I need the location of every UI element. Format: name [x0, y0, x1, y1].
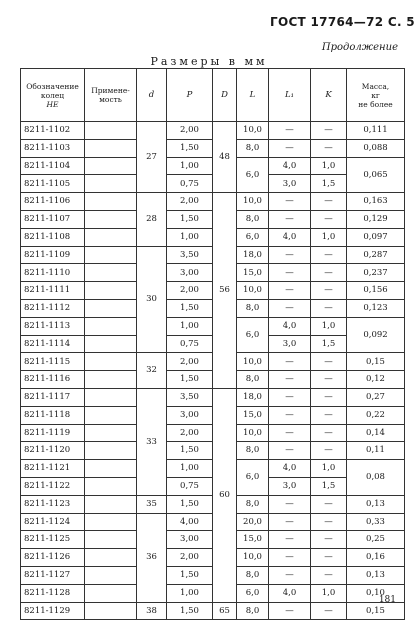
ring-designation: 8211-1109: [21, 246, 85, 264]
length-value: 15,0: [237, 531, 269, 549]
k-value: —: [311, 353, 347, 371]
pitch-value: 1,50: [167, 371, 213, 389]
pitch-value: 1,50: [167, 299, 213, 317]
k-value: —: [311, 282, 347, 300]
mass-value: 0,088: [347, 139, 405, 157]
k-value: —: [311, 371, 347, 389]
applicability-cell: [85, 193, 137, 211]
mass-value: 0,08: [347, 460, 405, 496]
applicability-cell: [85, 442, 137, 460]
ring-designation: 8211-1107: [21, 210, 85, 228]
ring-designation: 8211-1118: [21, 406, 85, 424]
ring-designation: 8211-1114: [21, 335, 85, 353]
length-value: 8,0: [237, 495, 269, 513]
d-value: 36: [137, 513, 167, 602]
mass-value: 0,097: [347, 228, 405, 246]
length-value: 10,0: [237, 424, 269, 442]
mass-value: 0,13: [347, 495, 405, 513]
ring-designation: 8211-1127: [21, 566, 85, 584]
pitch-value: 1,50: [167, 139, 213, 157]
pitch-value: 3,00: [167, 264, 213, 282]
applicability-cell: [85, 228, 137, 246]
D-value: 60: [213, 388, 237, 602]
k-value: 1,0: [311, 228, 347, 246]
dimensions-table: [20, 68, 405, 620]
applicability-cell: [85, 531, 137, 549]
length-value: 10,0: [237, 282, 269, 300]
table-header-row: [21, 69, 405, 122]
mass-value: 0,156: [347, 282, 405, 300]
col-header-P: P: [167, 69, 213, 122]
applicability-cell: [85, 139, 137, 157]
k-value: —: [311, 139, 347, 157]
length-value: 18,0: [237, 246, 269, 264]
page-number: 181: [378, 595, 396, 605]
l1-value: —: [269, 353, 311, 371]
l1-value: —: [269, 139, 311, 157]
k-value: 1,0: [311, 584, 347, 602]
d-value: 33: [137, 388, 167, 495]
k-value: —: [311, 424, 347, 442]
ring-designation: 8211-1120: [21, 442, 85, 460]
pitch-value: 0,75: [167, 175, 213, 193]
l1-value: —: [269, 602, 311, 620]
k-value: —: [311, 566, 347, 584]
length-value: 10,0: [237, 193, 269, 211]
pitch-value: 1,50: [167, 495, 213, 513]
applicability-cell: [85, 566, 137, 584]
table-row: [21, 193, 405, 211]
mass-value: 0,111: [347, 122, 405, 140]
l1-value: —: [269, 388, 311, 406]
continuation-label: Продолжение: [321, 42, 398, 53]
l1-value: —: [269, 531, 311, 549]
mass-value: 0,123: [347, 299, 405, 317]
pitch-value: 1,50: [167, 442, 213, 460]
mass-value: 0,287: [347, 246, 405, 264]
pitch-value: 1,50: [167, 210, 213, 228]
l1-value: 3,0: [269, 175, 311, 193]
ring-designation: 8211-1121: [21, 460, 85, 478]
k-value: 1,5: [311, 335, 347, 353]
applicability-cell: [85, 549, 137, 567]
l1-value: —: [269, 566, 311, 584]
k-value: —: [311, 210, 347, 228]
length-value: 8,0: [237, 602, 269, 620]
k-value: 1,0: [311, 460, 347, 478]
ring-designation: 8211-1129: [21, 602, 85, 620]
l1-value: —: [269, 549, 311, 567]
applicability-cell: [85, 299, 137, 317]
length-value: 6,0: [237, 157, 269, 193]
ring-designation: 8211-1117: [21, 388, 85, 406]
applicability-cell: [85, 157, 137, 175]
col-header-D: D: [213, 69, 237, 122]
applicability-cell: [85, 388, 137, 406]
length-value: 8,0: [237, 139, 269, 157]
length-value: 6,0: [237, 584, 269, 602]
ring-designation: 8211-1122: [21, 477, 85, 495]
mass-value: 0,15: [347, 602, 405, 620]
ring-designation: 8211-1110: [21, 264, 85, 282]
mass-value: 0,15: [347, 353, 405, 371]
pitch-value: 2,00: [167, 122, 213, 140]
mass-value: 0,13: [347, 566, 405, 584]
l1-value: 4,0: [269, 157, 311, 175]
l1-value: 3,0: [269, 335, 311, 353]
mass-value: 0,16: [347, 549, 405, 567]
pitch-value: 4,00: [167, 513, 213, 531]
applicability-cell: [85, 602, 137, 620]
pitch-value: 1,00: [167, 317, 213, 335]
k-value: —: [311, 299, 347, 317]
ring-designation: 8211-1116: [21, 371, 85, 389]
pitch-value: 2,00: [167, 549, 213, 567]
d-value: 35: [137, 495, 167, 513]
k-value: —: [311, 406, 347, 424]
table-row: [21, 122, 405, 140]
col-header-applicability: Примене- мость: [85, 69, 137, 122]
pitch-value: 1,00: [167, 460, 213, 478]
pitch-value: 1,50: [167, 602, 213, 620]
col-header-L1: L₁: [269, 69, 311, 122]
length-value: 8,0: [237, 566, 269, 584]
k-value: —: [311, 388, 347, 406]
col-header-designation: Обозначение колец НЕ: [21, 69, 85, 122]
applicability-cell: [85, 122, 137, 140]
k-value: —: [311, 193, 347, 211]
l1-value: 4,0: [269, 228, 311, 246]
applicability-cell: [85, 460, 137, 478]
length-value: 8,0: [237, 371, 269, 389]
mass-value: 0,10: [347, 584, 405, 602]
pitch-value: 1,50: [167, 566, 213, 584]
l1-value: —: [269, 246, 311, 264]
l1-value: 4,0: [269, 584, 311, 602]
l1-value: —: [269, 264, 311, 282]
k-value: 1,0: [311, 157, 347, 175]
applicability-cell: [85, 353, 137, 371]
applicability-cell: [85, 246, 137, 264]
ring-designation: 8211-1123: [21, 495, 85, 513]
l1-value: —: [269, 406, 311, 424]
pitch-value: 0,75: [167, 477, 213, 495]
pitch-value: 2,00: [167, 424, 213, 442]
l1-value: —: [269, 282, 311, 300]
k-value: —: [311, 264, 347, 282]
mass-value: 0,27: [347, 388, 405, 406]
length-value: 8,0: [237, 210, 269, 228]
ring-designation: 8211-1126: [21, 549, 85, 567]
mass-value: 0,33: [347, 513, 405, 531]
k-value: —: [311, 442, 347, 460]
mass-value: 0,129: [347, 210, 405, 228]
ring-designation: 8211-1106: [21, 193, 85, 211]
k-value: —: [311, 549, 347, 567]
applicability-cell: [85, 424, 137, 442]
length-value: 8,0: [237, 299, 269, 317]
pitch-value: 3,50: [167, 246, 213, 264]
k-value: —: [311, 513, 347, 531]
col-header-d: d: [137, 69, 167, 122]
pitch-value: 3,00: [167, 531, 213, 549]
k-value: 1,5: [311, 477, 347, 495]
length-value: 20,0: [237, 513, 269, 531]
applicability-cell: [85, 264, 137, 282]
length-value: 8,0: [237, 442, 269, 460]
applicability-cell: [85, 371, 137, 389]
k-value: 1,5: [311, 175, 347, 193]
d-value: 30: [137, 246, 167, 353]
pitch-value: 3,00: [167, 406, 213, 424]
k-value: —: [311, 246, 347, 264]
mass-value: 0,237: [347, 264, 405, 282]
length-value: 6,0: [237, 228, 269, 246]
ring-designation: 8211-1102: [21, 122, 85, 140]
mass-value: 0,092: [347, 317, 405, 353]
l1-value: —: [269, 122, 311, 140]
ring-designation: 8211-1115: [21, 353, 85, 371]
ring-designation: 8211-1128: [21, 584, 85, 602]
mass-value: 0,065: [347, 157, 405, 193]
pitch-value: 2,00: [167, 193, 213, 211]
mass-value: 0,11: [347, 442, 405, 460]
l1-value: —: [269, 371, 311, 389]
length-value: 6,0: [237, 317, 269, 353]
applicability-cell: [85, 495, 137, 513]
ring-designation: 8211-1103: [21, 139, 85, 157]
l1-value: —: [269, 513, 311, 531]
l1-value: —: [269, 210, 311, 228]
table-row: [21, 388, 405, 406]
l1-value: —: [269, 193, 311, 211]
length-value: 15,0: [237, 264, 269, 282]
ring-designation: 8211-1108: [21, 228, 85, 246]
l1-value: —: [269, 299, 311, 317]
d-value: 32: [137, 353, 167, 389]
col-header-K: K: [311, 69, 347, 122]
l1-value: 4,0: [269, 317, 311, 335]
d-value: 38: [137, 602, 167, 620]
ring-designation: 8211-1104: [21, 157, 85, 175]
col-header-L: L: [237, 69, 269, 122]
l1-value: —: [269, 442, 311, 460]
standard-header: ГОСТ 17764—72 С. 5: [270, 15, 415, 29]
length-value: 15,0: [237, 406, 269, 424]
k-value: —: [311, 531, 347, 549]
pitch-value: 3,50: [167, 388, 213, 406]
pitch-value: 0,75: [167, 335, 213, 353]
ring-designation: 8211-1113: [21, 317, 85, 335]
length-value: 18,0: [237, 388, 269, 406]
table-title: Размеры в мм: [150, 55, 268, 68]
pitch-value: 1,00: [167, 157, 213, 175]
ring-designation: 8211-1105: [21, 175, 85, 193]
applicability-cell: [85, 584, 137, 602]
applicability-cell: [85, 406, 137, 424]
ring-designation: 8211-1119: [21, 424, 85, 442]
pitch-value: 2,00: [167, 282, 213, 300]
ring-designation: 8211-1112: [21, 299, 85, 317]
D-value: 48: [213, 122, 237, 193]
mass-value: 0,25: [347, 531, 405, 549]
ring-designation: 8211-1124: [21, 513, 85, 531]
mass-value: 0,22: [347, 406, 405, 424]
length-value: 10,0: [237, 549, 269, 567]
applicability-cell: [85, 477, 137, 495]
applicability-cell: [85, 175, 137, 193]
d-value: 27: [137, 122, 167, 193]
pitch-value: 2,00: [167, 353, 213, 371]
D-value: 65: [213, 602, 237, 620]
l1-value: 3,0: [269, 477, 311, 495]
table-row: [21, 602, 405, 620]
length-value: 6,0: [237, 460, 269, 496]
D-value: 56: [213, 193, 237, 389]
mass-value: 0,14: [347, 424, 405, 442]
k-value: 1,0: [311, 317, 347, 335]
mass-value: 0,12: [347, 371, 405, 389]
length-value: 10,0: [237, 122, 269, 140]
k-value: —: [311, 122, 347, 140]
applicability-cell: [85, 210, 137, 228]
k-value: —: [311, 602, 347, 620]
applicability-cell: [85, 335, 137, 353]
l1-value: —: [269, 495, 311, 513]
ring-designation: 8211-1125: [21, 531, 85, 549]
d-value: 28: [137, 193, 167, 246]
mass-value: 0,163: [347, 193, 405, 211]
l1-value: 4,0: [269, 460, 311, 478]
pitch-value: 1,00: [167, 584, 213, 602]
applicability-cell: [85, 513, 137, 531]
k-value: —: [311, 495, 347, 513]
col-header-mass: Масса, кг не более: [347, 69, 405, 122]
ring-designation: 8211-1111: [21, 282, 85, 300]
l1-value: —: [269, 424, 311, 442]
applicability-cell: [85, 282, 137, 300]
applicability-cell: [85, 317, 137, 335]
pitch-value: 1,00: [167, 228, 213, 246]
length-value: 10,0: [237, 353, 269, 371]
